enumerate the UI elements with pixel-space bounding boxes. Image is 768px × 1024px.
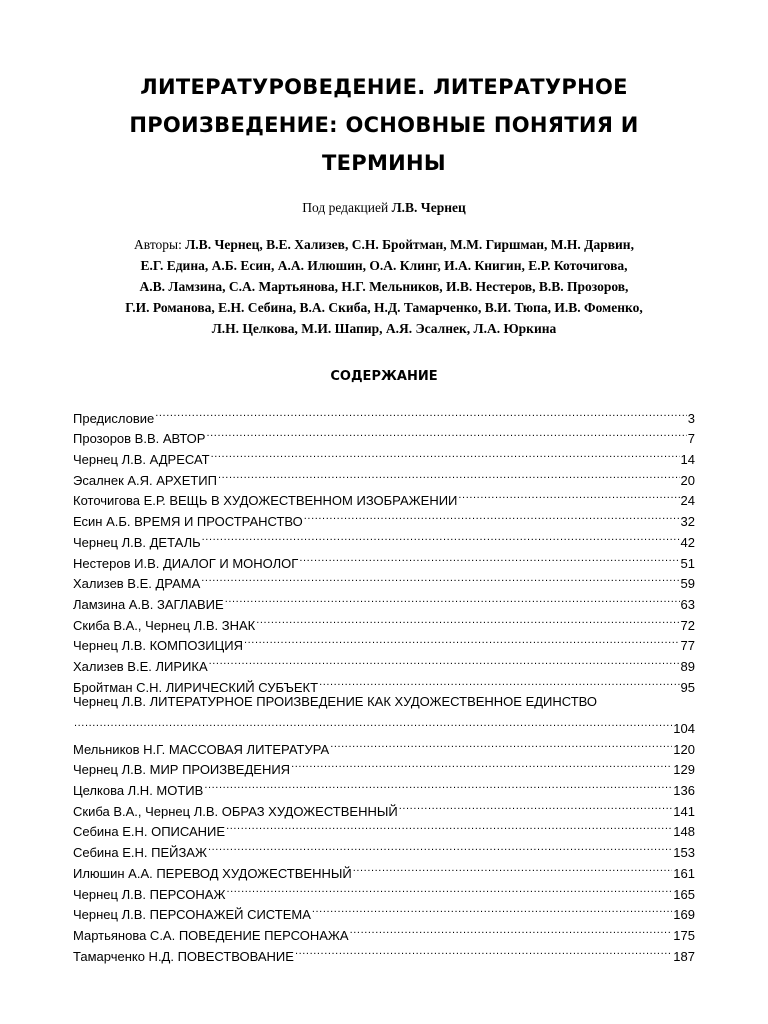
toc-leader-dots [155,402,687,423]
toc-entry-title: Мельников Н.Г. МАССОВАЯ ЛИТЕРАТУРА [73,741,330,757]
document-title [0,68,768,182]
title-line: ЛИТЕРАТУРОВЕДЕНИЕ. ЛИТЕРАТУРНОЕ [140,75,628,99]
table-of-contents [73,402,695,964]
toc-entry-title: Нестеров И.В. ДИАЛОГ И МОНОЛОГ [73,555,299,571]
toc-page-number: 59 [680,576,695,592]
toc-entry-title: Ламзина А.В. ЗАГЛАВИЕ [73,596,224,612]
toc-entry-title: Целкова Л.Н. МОТИВ [73,783,204,799]
toc-leader-dots [291,754,672,775]
toc-leader-dots [74,712,672,733]
toc-page-number: 3 [687,410,695,426]
toc-page-number: 63 [680,596,695,612]
toc-entry-title: Чернец Л.В. АДРЕСАТ [73,452,210,468]
authors-names: Л.В. Чернец, В.Е. Хализев, С.Н. Бройтман, М.М. Гиршман, М.Н. Дарвин, [185,237,634,252]
toc-entry-title: Илюшин А.А. ПЕРЕВОД ХУДОЖЕСТВЕННЫЙ [73,865,352,881]
toc-leader-dots [226,816,672,837]
toc-entry[interactable] [73,402,695,426]
authors-line: Г.И. Романова, Е.Н. Себина, В.А. Скиба, Н.Д. Тамарченко, В.И. Тюпа, И.В. Фоменко, [125,300,643,315]
toc-page-number: 24 [680,493,695,509]
toc-entry-title: Коточигова Е.Р. ВЕЩЬ В ХУДОЖЕСТВЕННОМ ИЗОБРАЖЕНИИ [73,493,458,509]
toc-page-number: 136 [673,783,695,799]
editor-line [0,200,768,216]
toc-leader-dots [312,899,672,920]
toc-leader-dots [218,464,680,485]
toc-page-number: 14 [680,452,695,468]
title-line: ТЕРМИНЫ [322,151,446,175]
editor-name: Л.В. Чернец [391,200,466,215]
toc-leader-dots [399,795,673,816]
toc-entry-title: Мартьянова С.А. ПОВЕДЕНИЕ ПЕРСОНАЖА [73,927,349,943]
toc-page-number: 165 [673,886,695,902]
toc-page-number: 153 [673,845,695,861]
toc-leader-dots [226,878,672,899]
authors-block [60,234,708,339]
title-line: ПРОИЗВЕДЕНИЕ: ОСНОВНЫЕ ПОНЯТИЯ И [129,113,639,137]
toc-leader-dots [211,443,680,464]
toc-entry[interactable] [73,733,695,757]
toc-leader-dots [295,940,672,961]
toc-page-number: 95 [680,679,695,695]
toc-entry-continuation[interactable] [73,712,695,736]
toc-page-number: 141 [673,803,695,819]
toc-entry-title: Чернец Л.В. МИР ПРОИЗВЕДЕНИЯ [73,762,291,778]
authors-line: Л.Н. Целкова, М.И. Шапир, А.Я. Эсалнек, Л.А. Юркина [211,321,557,336]
authors-prefix: Авторы: [134,237,182,252]
toc-entry-title: Тамарченко Н.Д. ПОВЕСТВОВАНИЕ [73,948,294,964]
toc-page-number: 51 [680,555,695,571]
toc-leader-dots [209,650,680,671]
toc-entry-title: Хализев В.Е. ЛИРИКА [73,658,208,674]
toc-leader-dots [330,733,672,754]
toc-page-number: 89 [680,658,695,674]
toc-leader-dots [201,568,679,589]
toc-leader-dots [319,671,679,692]
toc-page-number: 175 [673,927,695,943]
toc-leader-dots [304,505,680,526]
toc-entry-title: Себина Е.Н. ПЕЙЗАЖ [73,845,207,861]
editor-prefix: Под редакцией [302,200,389,215]
toc-entry-title: Себина Е.Н. ОПИСАНИЕ [73,824,226,840]
toc-entry-title: Хализев В.Е. ДРАМА [73,576,201,592]
toc-page-number: 148 [673,824,695,840]
toc-entry-title: Скиба В.А., Чернец Л.В. ОБРАЗ ХУДОЖЕСТВЕННЫЙ [73,803,398,819]
toc-entry[interactable] [73,692,695,713]
toc-entry-title: Бройтман С.Н. ЛИРИЧЕСКИЙ СУБЪЕКТ [73,679,319,695]
toc-entry-title: Чернец Л.В. ПЕРСОНАЖ [73,886,226,902]
toc-page-number: 32 [680,514,695,530]
toc-entry-title: Прозоров В.В. АВТОР [73,431,206,447]
toc-entry-title: Чернец Л.В. ПЕРСОНАЖЕЙ СИСТЕМА [73,907,311,923]
toc-leader-dots [225,588,680,609]
toc-entry-title: Есин А.Б. ВРЕМЯ И ПРОСТРАНСТВО [73,514,303,530]
authors-line: Е.Г. Едина, А.Б. Есин, А.А. Илюшин, О.А. Клинг, И.А. Книгин, Е.Р. Коточигова, [140,258,628,273]
toc-leader-dots [458,485,679,506]
toc-page-number: 104 [673,721,695,736]
toc-entry-title: Чернец Л.В. ЛИТЕРАТУРНОЕ ПРОИЗВЕДЕНИЕ КАК ХУДОЖЕСТВЕННОЕ ЕДИНСТВО [73,693,598,709]
toc-leader-dots [206,423,686,444]
toc-leader-dots [299,547,679,568]
toc-leader-dots [256,609,679,630]
toc-entry-title: Чернец Л.В. ДЕТАЛЬ [73,534,201,550]
toc-page-number: 7 [687,431,695,447]
toc-leader-dots [350,919,673,940]
toc-entry-title: Чернец Л.В. КОМПОЗИЦИЯ [73,638,243,654]
toc-heading: СОДЕРЖАНИЕ [330,369,438,384]
toc-page-number: 77 [680,638,695,654]
toc-page-number: 187 [673,948,695,964]
toc-leader-dots [208,836,672,857]
toc-entry-title: Предисловие [73,410,155,426]
toc-leader-dots [202,526,680,547]
toc-entry-title: Скиба В.А., Чернец Л.В. ЗНАК [73,617,256,633]
toc-leader-dots [204,774,672,795]
toc-page-number: 20 [680,472,695,488]
toc-page-number: 42 [680,534,695,550]
toc-page-number: 120 [673,741,695,757]
toc-entry-title: Эсалнек А.Я. АРХЕТИП [73,472,217,488]
authors-line [60,234,708,255]
toc-page-number: 72 [680,617,695,633]
authors-line: А.В. Ламзина, С.А. Мартьянова, Н.Г. Мельников, И.В. Нестеров, В.В. Прозоров, [139,279,629,294]
toc-leader-dots [353,857,673,878]
toc-page-number: 161 [673,865,695,881]
toc-page-number: 169 [673,907,695,923]
toc-page-number: 129 [673,762,695,778]
toc-entry[interactable] [73,423,695,447]
toc-leader-dots [244,630,680,651]
